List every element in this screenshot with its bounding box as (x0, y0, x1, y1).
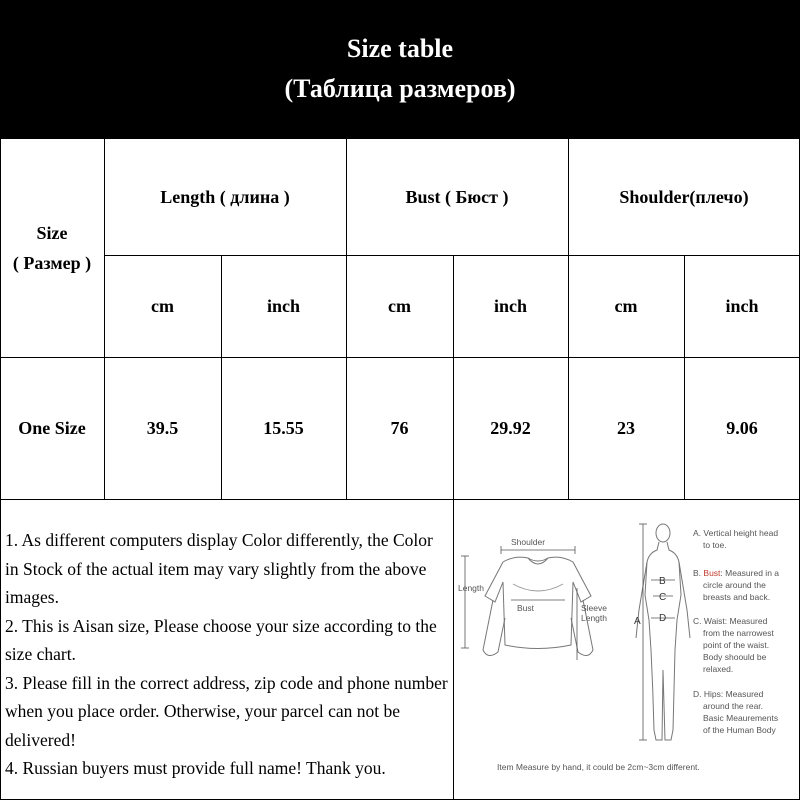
unit-cell: inch (266, 296, 300, 316)
length-label: Length (458, 583, 484, 593)
unit-cell: inch (725, 296, 759, 316)
size-label-ru: ( Размер ) (12, 252, 92, 273)
unit-cell: cm (614, 296, 638, 316)
size-label: Size (36, 222, 68, 243)
size-header-cell (0, 138, 104, 357)
bust-label: Bust (517, 603, 535, 613)
header-title: Size table (346, 34, 454, 63)
marker-a: A (634, 616, 641, 627)
notes-panel (0, 500, 453, 800)
note-c-line: from the narrowest (703, 628, 774, 638)
note-item: 4. Russian buyers must provide full name! Thank you. (5, 758, 386, 778)
sleeve-length-label: Length (581, 613, 607, 623)
note-c-line: relaxed. (703, 664, 734, 674)
header-subtitle: (Таблица размеров) (284, 74, 516, 103)
note-d-line: of the Human Body (703, 725, 776, 735)
note-item: 2. This is Aisan size, Please choose your size according to the size chart. (5, 615, 437, 664)
note-item: 1. As different computers display Color differently, the Color in Stock of the actual item may vary slightly from the above images. (5, 530, 433, 607)
unit-cell: inch (493, 296, 527, 316)
note-a-line: to toe. (703, 540, 727, 550)
body-silhouette-icon (636, 524, 690, 740)
size-table-header (0, 0, 800, 138)
note-item: 3. Please fill in the correct address, zip code and phone number when you place order. Otherwise, your parcel can not be delivered! (5, 672, 448, 750)
row-size-cell: One Size (18, 418, 86, 438)
note-c-line: point of the waist. (703, 640, 770, 650)
measurement-figure (453, 500, 800, 800)
note-b-line: breasts and back. (703, 592, 771, 602)
note-d-line: around the rear. (703, 701, 764, 711)
unit-cell: cm (388, 296, 411, 316)
shoulder-group-header: Shoulder(плечо) (619, 186, 749, 207)
unit-cell: cm (151, 296, 174, 316)
note-d-line: D. Hips: Measured (693, 689, 764, 699)
value-cell: 9.06 (726, 418, 758, 438)
value-cell: 23 (617, 418, 635, 438)
size-table (0, 138, 800, 500)
length-group-header: Length ( длина ) (160, 186, 290, 207)
note-b-line: B. Bust: Measured in a (693, 568, 780, 578)
marker-b: B (659, 576, 666, 587)
value-cell: 76 (390, 418, 409, 438)
note-b-line: circle around the (703, 580, 766, 590)
marker-d: D (659, 613, 667, 624)
bust-group-header: Bust ( Бюст ) (405, 186, 509, 207)
shoulder-label: Shoulder (511, 537, 546, 547)
sleeve-label: Sleeve (581, 603, 607, 613)
figure-footnote: Item Measure by hand, it could be 2cm~3cm different. (497, 762, 700, 772)
note-c-line: C. Waist: Measured (693, 616, 768, 626)
value-cell: 29.92 (490, 418, 531, 438)
note-c-line: Body shoould be (703, 652, 767, 662)
value-cell: 15.55 (263, 418, 304, 438)
note-d-line: Basic Meaurements (703, 713, 779, 723)
note-a-line: A. Vertical height head (693, 528, 779, 538)
marker-c: C (659, 592, 667, 603)
garment-illustration (483, 557, 593, 655)
value-cell: 39.5 (146, 418, 179, 438)
